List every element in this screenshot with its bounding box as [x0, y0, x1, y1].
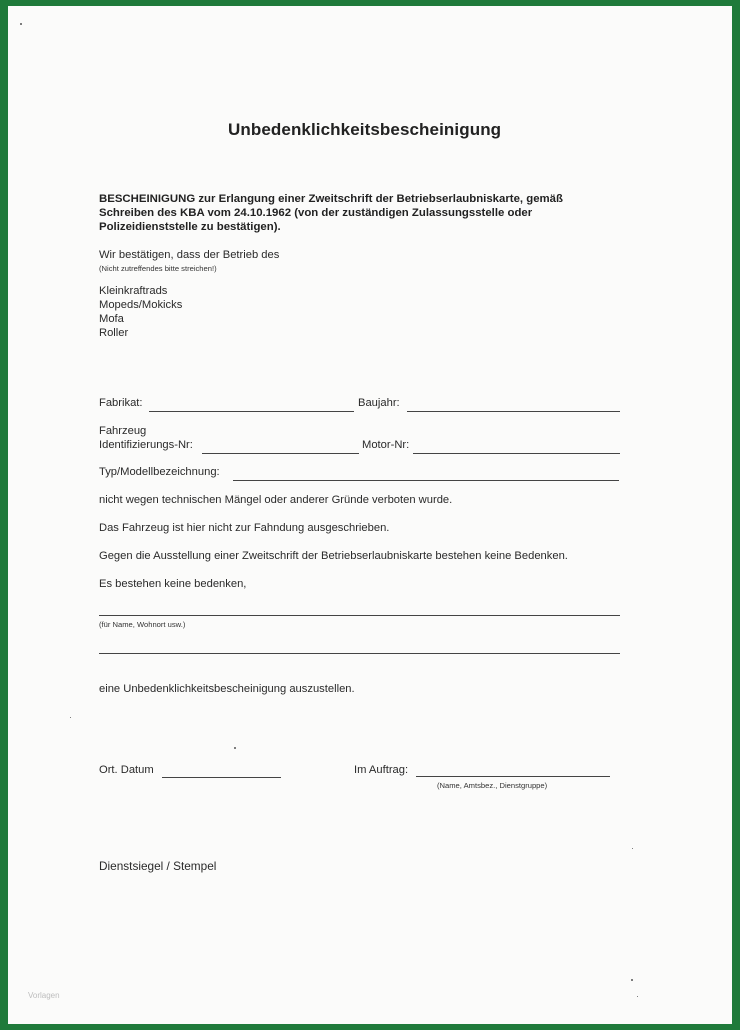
vehicle-type-kleinkraftrad: Kleinkraftrads [99, 285, 168, 297]
document-page [8, 6, 732, 1024]
ort-datum-field[interactable] [162, 777, 281, 778]
confirm-text: Wir bestätigen, dass der Betrieb des [99, 249, 280, 261]
scan-speck [632, 848, 633, 849]
motor-field[interactable] [413, 453, 620, 454]
intro-line-1: BESCHEINIGUNG zur Erlangung einer Zweitschrift der Betriebserlaubniskarte, gemäß [99, 193, 563, 205]
intro-line-2: Schreiben des KBA vom 24.10.1962 (von der zuständigen Zulassungsstelle oder [99, 207, 533, 219]
statement-no-objection: Gegen die Ausstellung einer Zweitschrift der Betriebserlaubniskarte bestehen keine Bedenken. [99, 550, 568, 562]
ort-datum-label: Ort. Datum [99, 764, 154, 776]
name-note: (für Name, Wohnort usw.) [99, 620, 186, 629]
im-auftrag-note: (Name, Amtsbez., Dienstgruppe) [437, 781, 548, 790]
im-auftrag-label: Im Auftrag: [354, 764, 409, 776]
fabrikat-field[interactable] [149, 411, 354, 412]
fahrzeug-label: Fahrzeug [99, 425, 147, 437]
statement-no-concerns: Es bestehen keine bedenken, [99, 578, 247, 590]
vehicle-type-roller: Roller [99, 327, 129, 339]
baujahr-label: Baujahr: [358, 397, 400, 409]
motor-label: Motor-Nr: [362, 439, 410, 451]
im-auftrag-field[interactable] [416, 776, 610, 777]
intro-line-3: Polizeidienststelle zu bestätigen). [99, 221, 281, 233]
stamp-label: Dienstsiegel / Stempel [99, 859, 217, 873]
scan-speck [637, 996, 638, 997]
scan-speck [631, 979, 633, 981]
vehicle-type-mofa: Mofa [99, 313, 124, 325]
typ-label: Typ/Modellbezeichnung: [99, 466, 220, 478]
vehicle-type-moped: Mopeds/Mokicks [99, 299, 183, 311]
fabrikat-label: Fabrikat: [99, 397, 143, 409]
scan-speck [20, 23, 22, 25]
scan-speck [70, 717, 71, 718]
watermark: Vorlagen [28, 991, 60, 1000]
issue-text: eine Unbedenklichkeitsbescheinigung auszustellen. [99, 683, 355, 695]
document-title: Unbedenklichkeitsbescheinigung [228, 120, 502, 139]
statement-not-prohibited: nicht wegen technischen Mängel oder anderer Gründe verboten wurde. [99, 494, 453, 506]
name-field[interactable] [99, 615, 620, 616]
typ-field[interactable] [233, 480, 619, 481]
baujahr-field[interactable] [407, 411, 620, 412]
confirm-note: (Nicht zutreffendes bitte streichen!) [99, 264, 217, 273]
address-field[interactable] [99, 653, 620, 654]
statement-not-wanted: Das Fahrzeug ist hier nicht zur Fahndung ausgeschrieben. [99, 522, 390, 534]
ident-field[interactable] [202, 453, 359, 454]
ident-label: Identifizierungs-Nr: [99, 439, 193, 451]
scan-speck [234, 747, 236, 749]
